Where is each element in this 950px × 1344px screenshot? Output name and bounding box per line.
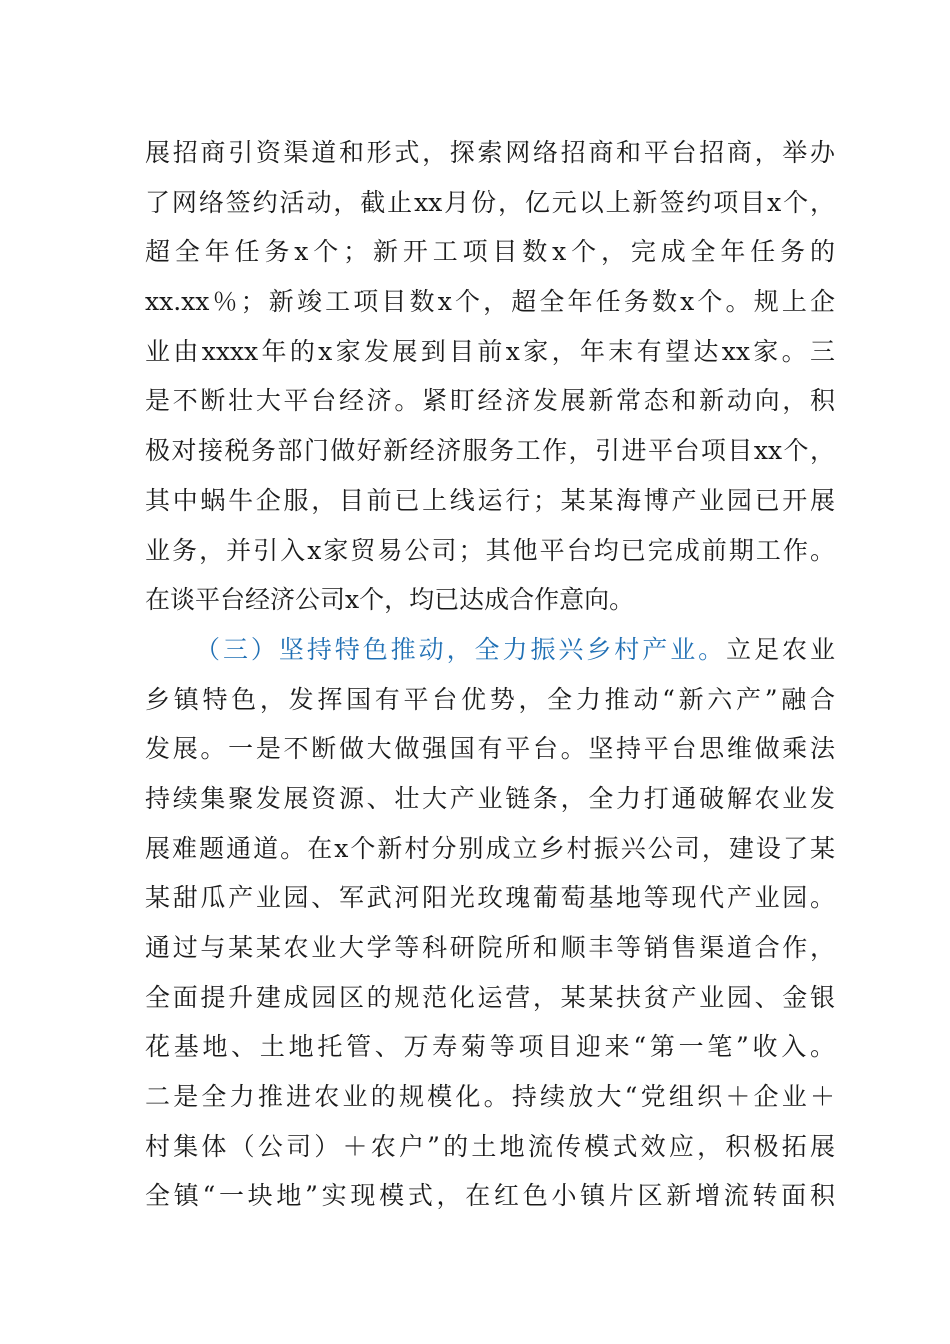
section-line-10: 村集体（公司）＋农户”的土地流传模式效应，积极拓展 (145, 1131, 835, 1161)
paragraph-line-3: 超全年任务x个；新开工项目数x个，完成全年任务的 (145, 237, 835, 267)
section-heading-line (145, 625, 835, 675)
section-line-5: 某甜瓜产业园、军武河阳光玫瑰葡萄基地等现代产业园。 (145, 883, 835, 913)
section-line-6: 通过与某某农业大学等科研院所和顺丰等销售渠道合作， (145, 933, 835, 962)
section-line-8: 花基地、土地托管、万寿菊等项目迎来“第一笔”收入。 (145, 1032, 835, 1062)
paragraph-line-2: 了网络签约活动，截止xx月份，亿元以上新签约项目x个， (145, 187, 835, 217)
section-line-11: 全镇“一块地”实现模式，在红色小镇片区新增流转面积 (145, 1181, 835, 1211)
section-heading: （三）坚持特色推动，全力振兴乡村产业。 (195, 634, 727, 664)
document-body (145, 128, 835, 1221)
section-line-7: 全面提升建成园区的规范化运营，某某扶贫产业园、金银 (145, 982, 835, 1012)
paragraph-line-1: 展招商引资渠道和形式，探索网络招商和平台招商，举办 (145, 138, 835, 167)
paragraph-line-6: 是不断壮大平台经济。紧盯经济发展新常态和新动向，积 (145, 386, 835, 416)
section-line-4: 展难题通道。在x个新村分别成立乡村振兴公司，建设了某 (145, 833, 835, 863)
paragraph-line-10: 在谈平台经济公司x个，均已达成合作意向。 (145, 585, 635, 615)
paragraph-line-9: 业务，并引入x家贸易公司；其他平台均已完成前期工作。 (145, 535, 835, 565)
section-line-3: 持续集聚发展资源、壮大产业链条，全力打通破解农业发 (145, 783, 835, 813)
section-line-1: 乡镇特色，发挥国有平台优势，全力推动“新六产”融合 (145, 684, 835, 714)
paragraph-line-8: 其中蜗牛企服，目前已上线运行；某某海博产业园已开展 (145, 485, 835, 515)
paragraph-line-7: 极对接税务部门做好新经济服务工作，引进平台项目xx个， (145, 436, 835, 466)
section-line-9: 二是全力推进农业的规模化。持续放大“党组织＋企业＋ (145, 1082, 835, 1112)
section-first-line-rest: 立足农业 (726, 634, 835, 664)
paragraph-line-4: xx.xx％；新竣工项目数x个，超全年任务数x个。规上企 (145, 287, 835, 317)
paragraph-line-5: 业由xxxx年的x家发展到目前x家，年末有望达xx家。三 (145, 336, 835, 366)
section-line-2: 发展。一是不断做大做强国有平台。坚持平台思维做乘法 (145, 734, 835, 764)
